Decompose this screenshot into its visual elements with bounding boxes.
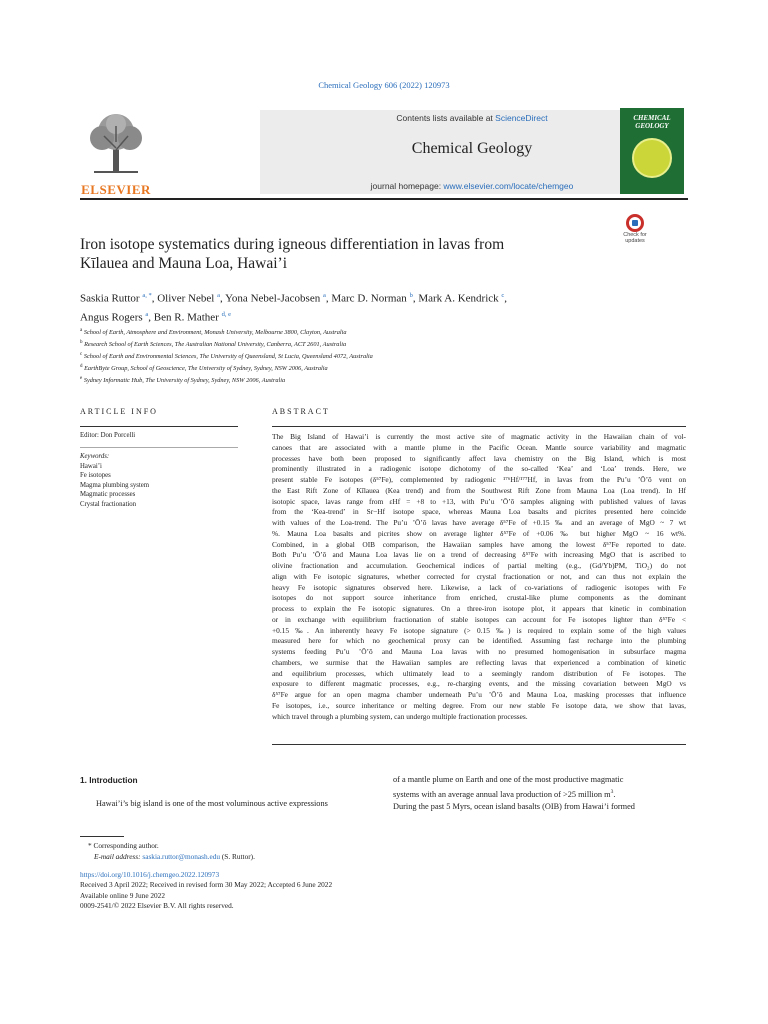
keyword: Fe isotopes bbox=[80, 472, 111, 479]
author-affil-link[interactable]: d, e bbox=[221, 310, 231, 318]
keyword: Magmatic processes bbox=[80, 491, 136, 498]
abstract-line: processes have both been proposed to significantly affect lava chemistry on the Big Island, which is most bbox=[272, 453, 686, 463]
abstract-line: process to explain the Fe isotopic signatures. On a three-iron isotope plot, it appears that kinetic in combination bbox=[272, 604, 686, 613]
bibliographic-info bbox=[80, 870, 480, 912]
received-dates: Received 3 April 2022; Received in revised form 30 May 2022; Accepted 6 June 2022 bbox=[80, 880, 333, 890]
homepage-line: journal homepage: www.elsevier.com/locate/chemgeo bbox=[370, 181, 574, 191]
keywords-block bbox=[80, 452, 149, 509]
affiliation: $^d$ EarthByte Group, School of Geoscience, The University of Sydney, Sydney, NSW 2006, Australia bbox=[80, 364, 328, 373]
abstract-bottom-divider bbox=[272, 744, 686, 745]
article-info-divider bbox=[80, 426, 238, 427]
abstract-divider bbox=[272, 426, 686, 427]
corresponding-author-note: * Corresponding author. bbox=[88, 841, 159, 850]
journal-cover-image: CHEMICAL GEOLOGY bbox=[620, 108, 684, 194]
abstract-line: and equilibrium processes, which ultimately lead to a seemingly random distribution of Fe isotopes. The bbox=[272, 668, 686, 678]
abstract-line: isotopic space, lavas range from εHf = +8 to +13, with Pu’u ’Ō’ō samples aligning with published values of lavas bbox=[272, 496, 686, 506]
abstract-line: +0.15 ‰. An inherently heavy Fe isotope signature (> 0.15 ‰) is required to explain some of the high values bbox=[272, 625, 686, 635]
author-name[interactable]: Oliver Nebel bbox=[157, 292, 215, 305]
abstract-line: measured here for which no geochemical proxy can be identified. Assuming fast recharge into the plumbing bbox=[272, 636, 686, 646]
check-for-updates-button[interactable] bbox=[620, 214, 650, 250]
journal-masthead bbox=[80, 108, 688, 197]
author-line-1: Saskia Ruttor $^{a, *}$, Oliver Nebel $^a$, Yona Nebel-Jacobsen $^a$, Marc D. Norman $^b$, Mark A. Kendrick $^c$, bbox=[80, 292, 508, 305]
introduction-heading: 1. Introduction bbox=[80, 775, 138, 785]
affiliation: $^b$ Research School of Earth Sciences, The Australian National University, Canberra, ACT 2601, Australia bbox=[80, 340, 347, 349]
author-affil-link[interactable]: b bbox=[409, 292, 413, 299]
author-list bbox=[80, 288, 680, 325]
abstract-line: present stable Fe isotopes (δ⁵⁷Fe), complemented by radiogenic ¹⁷⁶Hf/¹⁷⁷Hf, in lavas from the Pu’u ’Ō’ō vent on bbox=[272, 475, 686, 484]
abstract-text bbox=[272, 432, 686, 722]
author-name[interactable]: Saskia Ruttor bbox=[80, 292, 140, 305]
author-name[interactable]: Marc D. Norman bbox=[331, 292, 407, 305]
copyright: 0009-2541/© 2022 Elsevier B.V. All rights reserved. bbox=[80, 901, 234, 911]
abstract-line: which travel through a plumbing system, can undergo multiple fractionation processes. bbox=[272, 711, 528, 721]
journal-title: Chemical Geology bbox=[411, 140, 533, 157]
crossmark-icon bbox=[626, 214, 644, 232]
abstract-line: the East Rift Zone of Kīlauea (Kea trend) and from the Southwest Rift Zone from Mauna Loa (Loa trend). In Hf bbox=[272, 485, 686, 495]
introduction-column-1: Hawai’i’s big island is one of the most voluminous active expressions bbox=[96, 799, 328, 808]
keyword: Hawai’i bbox=[80, 462, 102, 470]
abstract-line: The Big Island of Hawai’i is currently the most active site of magmatic activity in the Hawaiian chain of vol- bbox=[272, 432, 686, 441]
abstract-line: Both Pu’u ’Ō’ō and Mauna Loa lavas lie on a trend of decreasing δ⁵⁷Fe with increasing MgO that is ascribed to bbox=[272, 550, 686, 560]
author-name[interactable]: Angus Rogers bbox=[80, 311, 143, 324]
author-affil-link[interactable]: a bbox=[322, 292, 326, 299]
abstract-line: heavy Fe isotopic signatures observed here. Likewise, a lack of co-variations of radiogenic isotopes with Fe bbox=[272, 582, 686, 592]
email-note: E-mail address: saskia.ruttor@monash.edu (S. Ruttor). bbox=[94, 852, 255, 861]
crossmark-text: Check for updates bbox=[623, 232, 647, 244]
abstract-line: canoes that are associated with a mantle plume in the Pacific Ocean. Mantle source variability and magmatic bbox=[272, 442, 686, 452]
keywords-divider bbox=[80, 447, 238, 448]
editor-line: Editor: Don Porcelli bbox=[80, 432, 136, 439]
affiliation-list bbox=[80, 326, 680, 386]
publisher-name: ELSEVIER bbox=[81, 182, 151, 197]
journal-reference-link[interactable]: Chemical Geology 606 (2022) 120973 bbox=[318, 80, 450, 90]
article-info-heading: ARTICLE INFO bbox=[80, 407, 158, 416]
online-date: Available online 9 June 2022 bbox=[80, 890, 165, 900]
author-affil-link[interactable]: a bbox=[145, 310, 149, 318]
author-name[interactable]: Mark A. Kendrick bbox=[418, 292, 499, 305]
article-title: Iron isotope systematics during igneous differentiation in lavas from Kīlauea and Mauna Loa, Hawai’i bbox=[80, 236, 505, 272]
author-affil-link[interactable]: c bbox=[501, 292, 505, 299]
keywords-heading: Keywords: bbox=[80, 453, 110, 460]
abstract-line: %. Mauna Loa basalts and picrites show on average lighter δ⁵⁷Fe of +0.06 ‰ but higher MgO ~ 16 wt%. bbox=[272, 528, 686, 538]
author-name[interactable]: Ben R. Mather bbox=[153, 311, 219, 324]
author-affil-link[interactable]: a bbox=[217, 292, 220, 299]
abstract-line: Fe isotopes, i.e., source inheritance or melting degree. From our new stable Fe isotope data, we show that lavas, bbox=[272, 700, 686, 710]
affiliation: $^a$ School of Earth, Atmosphere and Environment, Monash University, Melbourne 3800, Clayton, Australia bbox=[80, 328, 347, 337]
abstract-line: with values of the Loa-trend. The Pu’u ’Ō’ō lavas have average δ⁵⁷Fe of +0.15 ‰ and an average of MgO ~ 7 wt bbox=[272, 518, 686, 527]
abstract-line: Combined, in a global OIB comparison, the Hawaiian samples have among the lowest δ⁵⁷Fe reported to date. bbox=[272, 539, 686, 549]
homepage-link[interactable]: www.elsevier.com/locate/chemgeo bbox=[443, 181, 574, 191]
abstract-line: isotopes do not support source inheritance from enriched, crustal-like plume components as the dominant bbox=[272, 593, 686, 603]
abstract-line: exposure to different magmatic processes, e.g., re-charging events, and the missing covariation between MgO vs bbox=[272, 679, 686, 689]
abstract-line: from the ‘Kea-trend’ in Sr−Hf isotope space, whereas Mauna Loa basalts and picrites presented here coincide bbox=[272, 507, 686, 517]
footnote-divider bbox=[80, 836, 124, 837]
author-line-2: Angus Rogers $^a$, Ben R. Mather $^{d, e}$ bbox=[80, 310, 231, 324]
author-affil-link[interactable]: a, * bbox=[142, 292, 152, 299]
abstract-line: olivine fractionation and accumulation. Geochemical indices of partial melting (e.g., (Gd/Yb)PM, TiO₂) do not bbox=[272, 561, 686, 570]
abstract-line: or in exchange with equilibrium fractionation of stable isotopes can account for Fe isotopes lighter than δ⁵⁷Fe < bbox=[272, 614, 686, 624]
abstract-line: systems feeding Pu’u ’Ō’ō and Mauna Loa lavas with no presumed homogenisation in subsurface magma bbox=[272, 647, 686, 656]
affiliation: $^e$ Sydney Informatic Hub, The University of Sydney, Sydney, NSW 2006, Australia bbox=[80, 376, 286, 385]
contents-line: Contents lists available at ScienceDirect bbox=[396, 113, 548, 123]
doi-link[interactable]: https://doi.org/10.1016/j.chemgeo.2022.120973 bbox=[80, 870, 220, 879]
elsevier-tree-icon bbox=[84, 110, 148, 178]
keyword: Crystal fractionation bbox=[80, 500, 137, 508]
header-divider bbox=[80, 198, 688, 200]
abstract-line: chambers, we surmise that the Hawaiian samples are reflecting lavas that experienced a combination of kinetic bbox=[272, 657, 686, 667]
keyword: Magma plumbing system bbox=[80, 481, 150, 489]
sciencedirect-link[interactable]: ScienceDirect bbox=[495, 113, 548, 123]
abstract-line: prominently illustrated in a radiogenic isotope dichotomy of the so-called ‘Kea’ and ‘Loa’ trends. Here, we bbox=[272, 464, 686, 474]
footnotes bbox=[80, 840, 480, 862]
email-link[interactable]: saskia.ruttor@monash.edu bbox=[142, 852, 221, 861]
elsevier-logo bbox=[80, 108, 152, 197]
abstract-line: align with Fe isotopic signatures, whether corrected for crystal fractionation or not, and can thus not explain the bbox=[272, 571, 686, 581]
abstract-heading: ABSTRACT bbox=[272, 407, 330, 416]
cover-disc-graphic bbox=[632, 138, 672, 178]
abstract-line: δ⁵⁷Fe argue for an open magma chamber underneath Pu’u ’Ō’ō and Mauna Loa, masking processes that influence bbox=[272, 690, 686, 699]
author-name[interactable]: Yona Nebel-Jacobsen bbox=[225, 292, 321, 305]
affiliation: $^c$ School of Earth and Environmental Sciences, The University of Queensland, St Lucia, Queensland 4072, Australia bbox=[80, 352, 373, 361]
introduction-column-2: of a mantle plume on Earth and one of the most productive magmatic systems with an average annual lava production of >25 million $m^3$. During the past 5 Myrs, ocean island basalts (OIB) from Hawai’i formed bbox=[393, 775, 635, 812]
